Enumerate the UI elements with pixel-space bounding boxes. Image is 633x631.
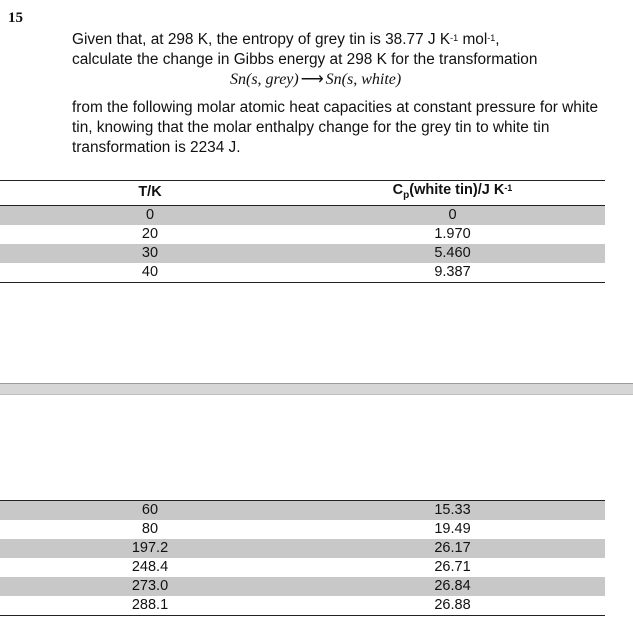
table-row [0, 596, 605, 616]
question-intro [72, 30, 612, 70]
subscript: p [403, 189, 410, 201]
cell-temperature: 0 [145, 206, 155, 223]
reaction-reactant: Sn(s, grey) [230, 71, 299, 88]
cell-heat-capacity: 26.84 [434, 578, 471, 594]
table-header-row [0, 181, 605, 206]
cell-heat-capacity: 26.88 [434, 597, 471, 613]
cell-heat-capacity: 26.71 [434, 559, 471, 575]
cell-temperature: 30 [141, 244, 159, 261]
cell-temperature: 80 [141, 521, 159, 537]
intro-text: Given that, at 298 K, the entropy of grey tin is 38.77 J K [72, 31, 451, 48]
reaction-equation [230, 69, 401, 89]
reaction-product: Sn(s, white) [325, 71, 402, 88]
cell-heat-capacity: 5.460 [434, 244, 471, 261]
header-text: (white tin)/J K [409, 182, 505, 198]
table-row [0, 501, 605, 521]
table-row [0, 577, 605, 596]
cell-temperature: 197.2 [131, 540, 169, 556]
table-row [0, 225, 605, 244]
heat-capacity-table-bottom [0, 500, 605, 616]
page-break-divider [0, 383, 633, 395]
intro-text: , [495, 31, 500, 48]
table-row [0, 263, 605, 283]
cell-temperature: 20 [141, 225, 159, 242]
heat-capacity-table-top [0, 180, 605, 283]
col-header-heat-capacity [300, 181, 605, 206]
table-row [0, 205, 605, 225]
superscript: -1 [450, 33, 459, 43]
cell-heat-capacity: 1.970 [434, 225, 471, 242]
table-row [0, 558, 605, 577]
cell-temperature: 273.0 [131, 578, 169, 594]
superscript: -1 [487, 33, 496, 43]
cell-heat-capacity: 19.49 [434, 521, 471, 537]
cell-heat-capacity: 26.17 [434, 540, 471, 556]
header-text: C [392, 182, 404, 198]
cell-temperature: 60 [141, 502, 159, 518]
intro-text: calculate the change in Gibbs energy at 298 K for the transformation [72, 51, 538, 68]
table-row [0, 244, 605, 263]
col-header-temperature: T/K [138, 184, 162, 201]
cell-temperature: 248.4 [131, 559, 169, 575]
cell-heat-capacity: 15.33 [434, 502, 471, 518]
reaction-arrow: ⟶ [300, 71, 324, 88]
table-row [0, 539, 605, 558]
cell-heat-capacity: 9.387 [434, 263, 471, 280]
cell-temperature: 288.1 [131, 597, 169, 613]
cell-temperature: 40 [141, 263, 159, 280]
superscript: -1 [504, 183, 513, 193]
question-body: from the following molar atomic heat capacities at constant pressure for white tin, knowing that the molar enthalpy change for the grey tin to white tin transformation is 2234 J. [72, 99, 599, 156]
cell-heat-capacity: 0 [448, 206, 457, 223]
table-row [0, 520, 605, 539]
intro-text: mol [458, 31, 488, 48]
question-number: 15 [8, 10, 23, 26]
